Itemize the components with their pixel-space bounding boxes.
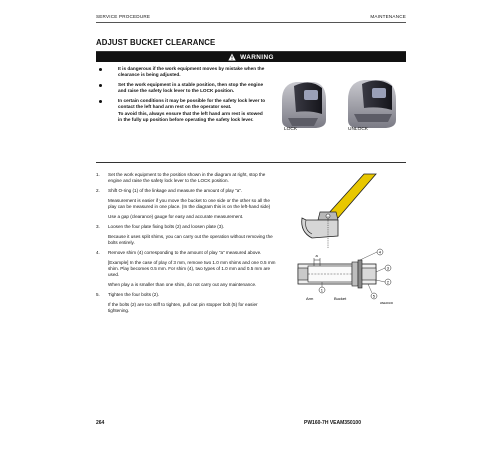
header-section: SERVICE PROCEDURE bbox=[96, 14, 151, 19]
step-text: Loosen the four plate fixing bolts (2) and loosen plate (3). bbox=[108, 224, 225, 229]
step-5 bbox=[96, 292, 278, 298]
step-number: 2. bbox=[96, 188, 100, 193]
unlock-view bbox=[348, 80, 396, 128]
figure-ref-code: WEE00100 bbox=[380, 302, 394, 305]
arm-yellow bbox=[328, 174, 376, 218]
header-divider bbox=[96, 22, 406, 23]
lock-label: LOCK bbox=[284, 127, 298, 132]
page-header bbox=[96, 14, 406, 19]
pin-section bbox=[298, 253, 376, 288]
arm-label: Arm bbox=[306, 296, 314, 301]
arm-bucket-sketch bbox=[302, 174, 376, 248]
page-number: 264 bbox=[96, 420, 105, 426]
warning-bullet: It is dangerous if the work equipment moves by mistake when the clearance is being adjusted. bbox=[96, 66, 268, 78]
step-note: Because it uses split shims, you can carry out the operation without removing the bolts entirely. bbox=[108, 234, 273, 245]
warning-bullet bbox=[96, 98, 268, 122]
play-label: a bbox=[315, 253, 318, 258]
bucket-shape bbox=[302, 218, 338, 238]
step-number: 4. bbox=[96, 250, 100, 255]
step-note: Measurement is easier if you move the bucket to one side or the other so all the play can be measured in one place. (In the diagram this is on the left-hand side) bbox=[108, 198, 271, 209]
step-example: [Example] In the case of play of 3 mm, remove two 1.0 mm shims and one 0.5 mm shim. Play becomes 0.5 mm. For shim (4), two types of 1.0 mm and 0.5 mm are used. bbox=[108, 260, 276, 277]
step-number: 5. bbox=[96, 292, 100, 297]
callout-3: 3 bbox=[386, 265, 390, 271]
step-note: If the bolts (2) are too stiff to tighten, pull out pin stopper bolt (5) for easier tightening. bbox=[108, 302, 258, 313]
warning-bullet-text: In certain conditions it may be possible for the safety lock lever to contact the left hand arm rest on the operator seat. bbox=[118, 98, 266, 110]
model-code: PW160-7H VEAM350100 bbox=[304, 420, 361, 426]
step-3 bbox=[96, 224, 278, 230]
callout-1: 1 bbox=[320, 287, 324, 293]
header-chapter: MAINTENANCE bbox=[370, 14, 406, 19]
warning-list bbox=[96, 66, 268, 127]
procedure-steps bbox=[96, 172, 278, 318]
step-text: Tighten the four bolts (2). bbox=[108, 292, 160, 297]
step-2 bbox=[96, 188, 278, 194]
step-number: 1. bbox=[96, 172, 100, 177]
step-1 bbox=[96, 172, 278, 184]
page-title: ADJUST BUCKET CLEARANCE bbox=[96, 38, 216, 47]
step-text: Set the work equipment to the position shown in the diagram at right, stop the engine and raise the safety lock lever to the LOCK position. bbox=[108, 172, 266, 183]
warning-bar bbox=[96, 52, 406, 62]
callout-2: 2 bbox=[386, 279, 390, 285]
step-4 bbox=[96, 250, 278, 256]
step-note: When play a is smaller than one shim, do not carry out any maintenance. bbox=[108, 282, 257, 287]
warning-label: WARNING bbox=[240, 53, 274, 61]
step-note: Use a gap (clearance) gauge for easy and accurate measurement. bbox=[108, 214, 244, 219]
warning-box bbox=[96, 51, 406, 163]
bucket-clearance-diagram bbox=[282, 172, 406, 352]
warning-triangle-icon bbox=[228, 53, 236, 61]
callout-4: 4 bbox=[378, 249, 382, 255]
step-text: Shift O-ring (1) of the linkage and measure the amount of play "a". bbox=[108, 188, 243, 193]
step-text: Remove shim (4) corresponding to the amount of play "a" measured above. bbox=[108, 250, 262, 255]
warning-bullet-text: To avoid this, always ensure that the left hand arm rest is stowed in the fully up position before operating the safety lock lever. bbox=[118, 110, 263, 122]
step-number: 3. bbox=[96, 224, 100, 229]
unlock-label: UNLOCK bbox=[348, 127, 368, 132]
callout-5: 5 bbox=[372, 293, 376, 299]
bucket-label: Bucket bbox=[334, 296, 347, 301]
lock-view bbox=[282, 82, 326, 128]
warning-bullet: Set the work equipment in a stable position, then stop the engine and raise the safety lock lever to the LOCK position. bbox=[96, 82, 268, 94]
